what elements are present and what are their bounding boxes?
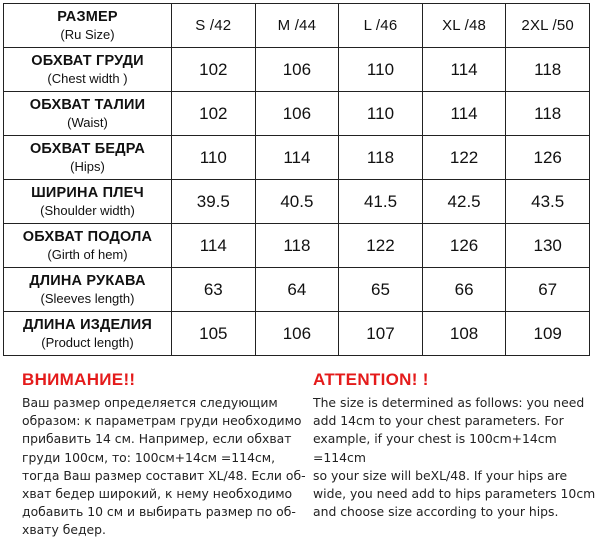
measurement-value: 39.5	[172, 180, 256, 224]
measurement-value: 110	[172, 136, 256, 180]
measurement-value: 63	[172, 268, 256, 312]
size-col-s: S /42	[172, 4, 256, 48]
measurement-label-ru: ШИРИНА ПЛЕЧ	[31, 184, 144, 201]
size-chart-table	[3, 3, 590, 356]
measurement-value: 105	[172, 312, 256, 356]
measurement-value: 126	[506, 136, 590, 180]
measurement-value: 118	[506, 92, 590, 136]
notice-ru-text: Ваш размер определяется следующим образом: к параметрам груди необходимо прибавить 14 см. Например, если обхват груди 100см, то: 100см+14см =114см, тогда Ваш размер составит XL/48. Если об- хват бедер широкий, к нему необходимо добавить 10 см и выбирать размер по об- хвату бедер.	[22, 395, 306, 538]
measurement-value: 114	[255, 136, 339, 180]
measurement-value: 40.5	[255, 180, 339, 224]
measurement-value: 67	[506, 268, 590, 312]
measurement-value: 102	[172, 92, 256, 136]
notice-ru-title: ВНИМАНИЕ!!	[22, 370, 136, 389]
measurement-value: 65	[339, 268, 423, 312]
measurement-label-ru: ОБХВАТ ТАЛИИ	[29, 96, 146, 113]
table-row	[4, 224, 590, 268]
measurement-label-cell	[4, 268, 172, 312]
measurement-label-en: (Sleeves length)	[40, 290, 135, 306]
measurement-value: 130	[506, 224, 590, 268]
measurement-value: 42.5	[422, 180, 506, 224]
size-header-cell	[4, 4, 172, 48]
measurement-label-ru: ОБХВАТ ПОДОЛА	[22, 228, 153, 245]
table-row	[4, 312, 590, 356]
measurement-label-en: (Chest width )	[47, 70, 128, 86]
size-col-m: M /44	[255, 4, 339, 48]
table-row	[4, 180, 590, 224]
measurement-value: 106	[255, 48, 339, 92]
measurement-label-ru: ДЛИНА ИЗДЕЛИЯ	[22, 316, 153, 333]
measurement-label-en: (Girth of hem)	[47, 246, 128, 262]
size-header-ru: РАЗМЕР	[57, 8, 118, 25]
measurement-value: 114	[422, 48, 506, 92]
table-row	[4, 136, 590, 180]
measurement-value: 106	[255, 312, 339, 356]
size-header-en: (Ru Size)	[60, 26, 115, 42]
measurement-label-cell	[4, 180, 172, 224]
measurement-label-cell	[4, 92, 172, 136]
measurement-label-cell	[4, 224, 172, 268]
measurement-value: 41.5	[339, 180, 423, 224]
measurement-value: 108	[422, 312, 506, 356]
measurement-label-en: (Waist)	[67, 114, 108, 130]
measurement-value: 118	[255, 224, 339, 268]
measurement-value: 114	[422, 92, 506, 136]
size-table-body	[4, 48, 590, 356]
measurement-label-cell	[4, 136, 172, 180]
measurement-value: 118	[339, 136, 423, 180]
table-row	[4, 92, 590, 136]
size-col-l: L /46	[339, 4, 423, 48]
measurement-label-en: (Hips)	[70, 158, 105, 174]
measurement-value: 110	[339, 48, 423, 92]
notice-en-text: The size is determined as follows: you need add 14cm to your chest parameters. For example, if your chest is 100cm+14cm =114cm so your size will beXL/48. If your hips are wide, you need add to hips parameters 10cm and choose size according to your hips.	[313, 395, 596, 520]
measurement-value: 118	[506, 48, 590, 92]
notice-en	[313, 370, 598, 521]
measurement-label-en: (Shoulder width)	[40, 202, 135, 218]
measurement-value: 64	[255, 268, 339, 312]
measurement-value: 107	[339, 312, 423, 356]
measurement-value: 122	[339, 224, 423, 268]
measurement-label-en: (Product length)	[41, 334, 134, 350]
table-row	[4, 48, 590, 92]
measurement-value: 102	[172, 48, 256, 92]
measurement-value: 114	[172, 224, 256, 268]
measurement-value: 110	[339, 92, 423, 136]
measurement-value: 106	[255, 92, 339, 136]
notice-en-title: ATTENTION! !	[313, 370, 429, 389]
measurement-value: 122	[422, 136, 506, 180]
measurement-value: 66	[422, 268, 506, 312]
measurement-value: 109	[506, 312, 590, 356]
table-row	[4, 268, 590, 312]
notice-ru	[22, 370, 312, 540]
measurement-label-ru: ОБХВАТ ГРУДИ	[31, 52, 144, 69]
size-col-2xl: 2XL /50	[506, 4, 590, 48]
size-header-row	[4, 4, 590, 48]
measurement-label-ru: ОБХВАТ БЕДРА	[29, 140, 146, 157]
measurement-value: 43.5	[506, 180, 590, 224]
measurement-label-cell	[4, 312, 172, 356]
measurement-label-ru: ДЛИНА РУКАВА	[29, 272, 146, 289]
measurement-value: 126	[422, 224, 506, 268]
measurement-label-cell	[4, 48, 172, 92]
size-col-xl: XL /48	[422, 4, 506, 48]
